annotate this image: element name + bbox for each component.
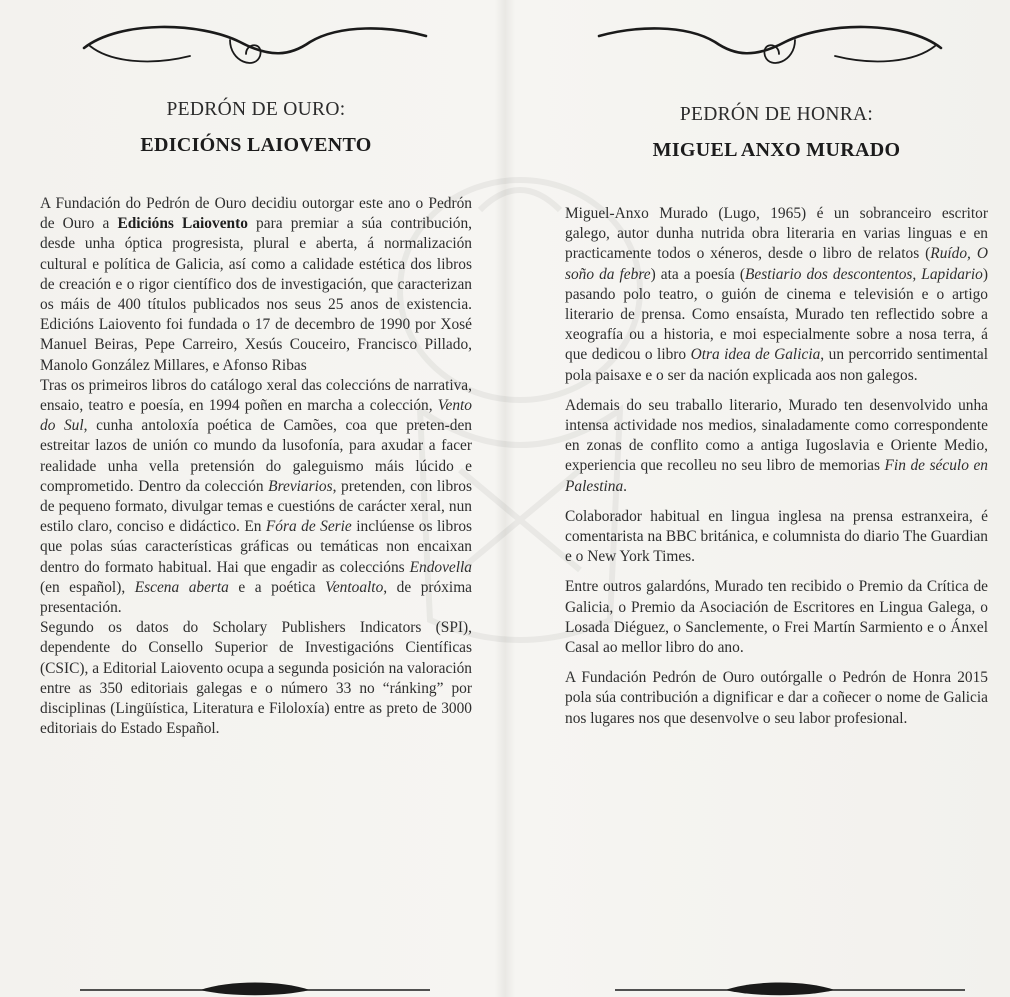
text-run: Tras os primeiros libros do catálogo xeral das coleccións de narrativa, ensaio, teatro e poesía, en 1994 poñen en marcha a colección, [40, 376, 472, 415]
award-title: EDICIÓNS LAIOVENTO [140, 134, 372, 156]
award-kicker: PEDRÓN DE OURO: [166, 99, 346, 120]
text-run: Ademais do seu traballo literario, Murado ten desenvolvido unha intensa actividade nos medios, sinaladamente como correspondente en zonas de conflito como a antiga Iugoslavia e Oriente Medio, experiencia que recolleu no seu libro de memorias [565, 396, 988, 475]
left-heading [40, 99, 472, 157]
decorative-rule-icon [80, 978, 430, 997]
text-run: . [623, 477, 627, 495]
italic-title: Escena aberta [134, 578, 229, 596]
body-paragraph [565, 204, 988, 386]
left-body [40, 194, 472, 739]
ornamental-flourish-icon [80, 12, 430, 72]
text-run: A Fundación Pedrón de Ouro outórgalle o Pedrón de Honra 2015 pola súa contribución a dignificar e dar a coñecer o nome de Galicia nos lugares nos que desenvolve o seu labor profesional. [565, 669, 988, 727]
italic-title: Fóra de Serie [265, 518, 352, 536]
text-run: ) pasando polo teatro, o guión de cinema e televisión e o artigo literario de prensa. Como ensaísta, Murado ten reflectido sobre a xeografía ou a historia, e moi especialmente sobre a nosa terra, á que dedicou o libro [565, 265, 988, 364]
body-paragraph [40, 376, 472, 618]
text-run: Miguel-Anxo Murado (Lugo, 1965) é un sobranceiro escritor galego, autor dunha nutrida obra literaria en varias linguas e en practicamente todos o xéneros, desde o libro de relatos ( [565, 205, 988, 263]
right-body [565, 204, 988, 739]
italic-title: Breviarios [268, 477, 333, 495]
body-paragraph [40, 618, 472, 739]
italic-title: Bestiario dos descontentos, Lapidario [745, 265, 983, 283]
text-run: A Fundación do Pedrón de Ouro decidiu outorgar este ano o Pedrón de Ouro a [40, 195, 472, 233]
italic-title: Endovella [409, 558, 472, 576]
text-run: , pretenden, con libros de pequeno formato, divulgar temas e cuestións de carácter xeral, nun estilo claro, conciso e didáctico. En [40, 477, 472, 536]
body-paragraph [565, 577, 988, 658]
text-run: , un percorrido sentimental pola paisaxe e o ser da nación explicada aos non galegos. [565, 346, 988, 384]
body-paragraph [40, 194, 472, 376]
text-run: , cunha antoloxía poética de Camões, coa que preten-den estreitar lazos de unión co mundo da lusofonía, para axudar a facer realidade unha vella pretensión do galeguismo máis lúcido e comprometido. Dentro da colección [40, 417, 472, 495]
text-run: e a poética [228, 578, 326, 596]
italic-title: Ventoalto [325, 578, 384, 596]
italic-title: Otra idea de Galicia [690, 346, 821, 364]
italic-title: Vento do Sul [40, 397, 472, 435]
bold-text: Edicións Laiovento [117, 215, 248, 233]
ornamental-flourish-icon [595, 12, 945, 72]
text-run: ) ata a poesía ( [650, 265, 746, 283]
italic-title: Ruído, O soño da febre [565, 245, 988, 283]
body-paragraph [565, 507, 988, 568]
text-run: (en español), [40, 578, 135, 596]
text-run: para premiar a súa contribución, desde unha óptica progresista, plural e aberta, á normalización cultural e política de Galicia, así como a calidade estética dos libros de creación e o rigor científico dos de investigación, que caracterizan os máis de 400 títulos publicados nos seus 25 anos de existencia. Edicións Laiovento foi fundada o 17 de decembro de 1990 por Xosé Manuel Beiras, Pepe Carreiro, Xesús Couceiro, Francisco Pillado, Manolo González Millares, e Afonso Ribas [40, 215, 473, 374]
text-run: Entre outros galardóns, Murado ten recibido o Premio da Crítica de Galicia, o Premio da Asociación de Escritores en Lingua Galega, o Losada Diéguez, o Sanclemente, o Frei Martín Sarmiento e o Ánxel Casal ao mellor libro do ano. [565, 578, 988, 657]
italic-title: Fin de século en Palestina [565, 457, 988, 495]
decorative-rule-icon [615, 978, 965, 997]
text-run: , de próxima presentación. [40, 578, 472, 617]
award-kicker: PEDRÓN DE HONRA: [679, 104, 874, 125]
text-run: Segundo os datos do Scholary Publishers Indicators (SPI), dependente do Consello Superior de Investigacións Científicas (CSIC), a Editorial Laiovento ocupa a segunda posición na valoración entre as 350 editoriais galegas e o número 33 no “ránking” por disciplinas (Lingüística, Literatura e Filoloxía) entre as preto de 3000 editoriais do Estado Español. [40, 619, 472, 738]
award-title: MIGUEL ANXO MURADO [652, 139, 901, 161]
text-run: Colaborador habitual en lingua inglesa na prensa estranxeira, é comentarista na BBC británica, e columnista do diario The Guardian e o New York Times. [565, 507, 988, 566]
body-paragraph [565, 396, 988, 497]
text-run: inclúense os libros que polas súas características gráficas ou temáticas non encaixan dentro do formato habitual. Hai que engadir as coleccións [40, 518, 473, 576]
body-paragraph [565, 668, 988, 729]
right-heading [565, 104, 988, 162]
